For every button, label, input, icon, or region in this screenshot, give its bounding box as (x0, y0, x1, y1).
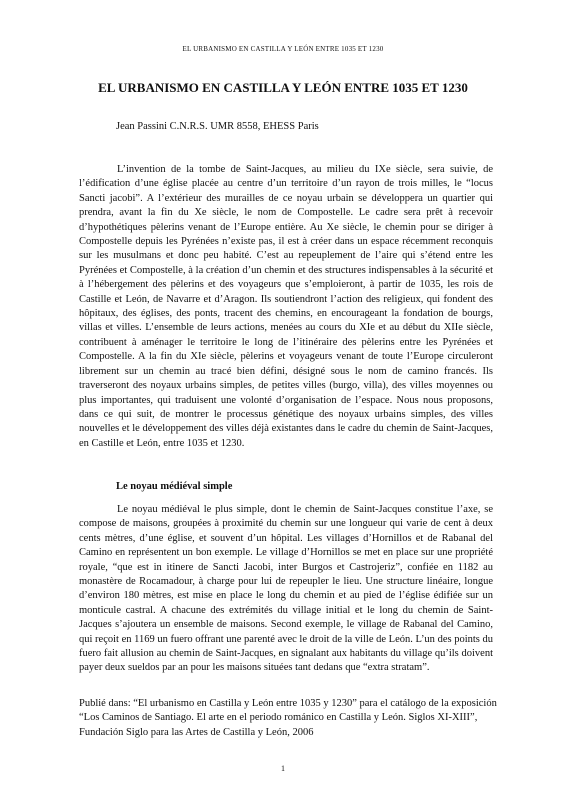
publication-note: Publié dans: “El urbanismo en Castilla y León entre 1035 y 1230” para el catálogo de la exposición “Los Caminos de Santiago. El arte en el periodo románico en Castilla y León. Siglos XI-XIII”, Fundación Siglo para las Artes de Castilla y León, 2006 (79, 698, 497, 738)
body-paragraph-2 (79, 503, 493, 676)
running-header: EL URBANISMO EN CASTILLA Y LEÓN ENTRE 1035 ET 1230 (182, 45, 384, 53)
body-paragraph-1 (79, 163, 493, 451)
page-number: 1 (281, 764, 285, 773)
section-heading: Le noyau médiéval simple (116, 481, 233, 492)
paragraph-text: Le noyau médiéval le plus simple, dont le chemin de Saint-Jacques constitue l’axe, se compose de maisons, groupées à proximité du chemin sur une longueur qui varie de cent à deux cents mètres, d’une église, et souvent d’un hôpital. Les villages d’Hornillos et de Rabanal del Camino en représentent un bon exemple. Le village d’Hornillos se met en place sur une propriété royale, “que est in itinere de Sancti Jacobi, inter Burgos et Castrojeriz”, confiée en 1182 au monastère de Rocamadour, à charge pour lui de repeupler le lieu. Une structure linéaire, longue d’environ 180 mètres, est mise en place le long du chemin et au pied de l’église édifiée sur un monticule castral. A chacune des extrémités du village initial et le long du chemin de Saint-Jacques s’ajoutera un ensemble de maisons. Second exemple, le village de Rabanal del Camino, qui reçoit en 1169 un fuero offrant une parenté avec le droit de la ville de León. L’un des points du fuero fait allusion au chemin de Saint-Jacques, en signalant aux habitants du village qu’ils doivent payer deux sueldos par an pour les maisons situées tant dedans que “extra stratam”. (79, 504, 493, 674)
paper-title: EL URBANISMO EN CASTILLA Y LEÓN ENTRE 1035 ET 1230 (98, 80, 468, 95)
paragraph-text: L’invention de la tombe de Saint-Jacques, au milieu du IXe siècle, sera suivie, de l’édification d’une église placée au centre d’un territoire d’un rayon de trois milles, le “locus Sancti jacobi”. A l’extérieur des murailles de ce noyau urbain se développera un quartier qui prendra, avant la fin du Xe siècle, le nom de Compostelle. Le cadre sera prêt à recevoir d’hypothétiques pèlerins venant de l’Europe entière. Au Xe siècle, le chemin pour se diriger à Compostelle depuis les Pyrénées n’existe pas, il est à créer dans un espace récemment reconquis sur les musulmans et donc peu habité. C’est au repeuplement de l’aire qui s’étend entre les Pyrénées et Compostelle, à la création d’un chemin et des structures indispensables à la sécurité et à l’hébergement des pèlerins et des voyageurs que s’emploieront, à partir de 1035, les rois de Castille et León, de Navarre et d’Aragon. Ils soutiendront l’action des religieux, qui fondent des hôpitaux, des églises, des ponts, tracent des chemins, en encourageant la fondation de bourgs, villas et villes. L’ensemble de leurs actions, menées au cours du XIe et au début du XIIe siècle, contribuent à aménager le territoire le long de l’itinéraire des pèlerins entre les Pyrénées et Compostelle. A la fin du XIe siècle, pèlerins et voyageurs venant de toute l’Europe circuleront librement sur un chemin au tracé bien défini, désigné sous le nom de camino francés. Ils traverseront des noyaux urbains simples, de petites villes (burgo, villa), des villes moyennes ou plus importantes, qui traduisent une volonté d’organisation de l’espace. Nous nous proposons, dans ce qui suit, de montrer le processus génétique des noyaux urbains simples, des villes nouvelles et le développement des villes déjà existantes dans le cadre du chemin de Saint-Jacques, en Castille et León, entre 1035 et 1230. (79, 164, 493, 449)
author-line: Jean Passini C.N.R.S. UMR 8558, EHESS Paris (116, 121, 319, 132)
